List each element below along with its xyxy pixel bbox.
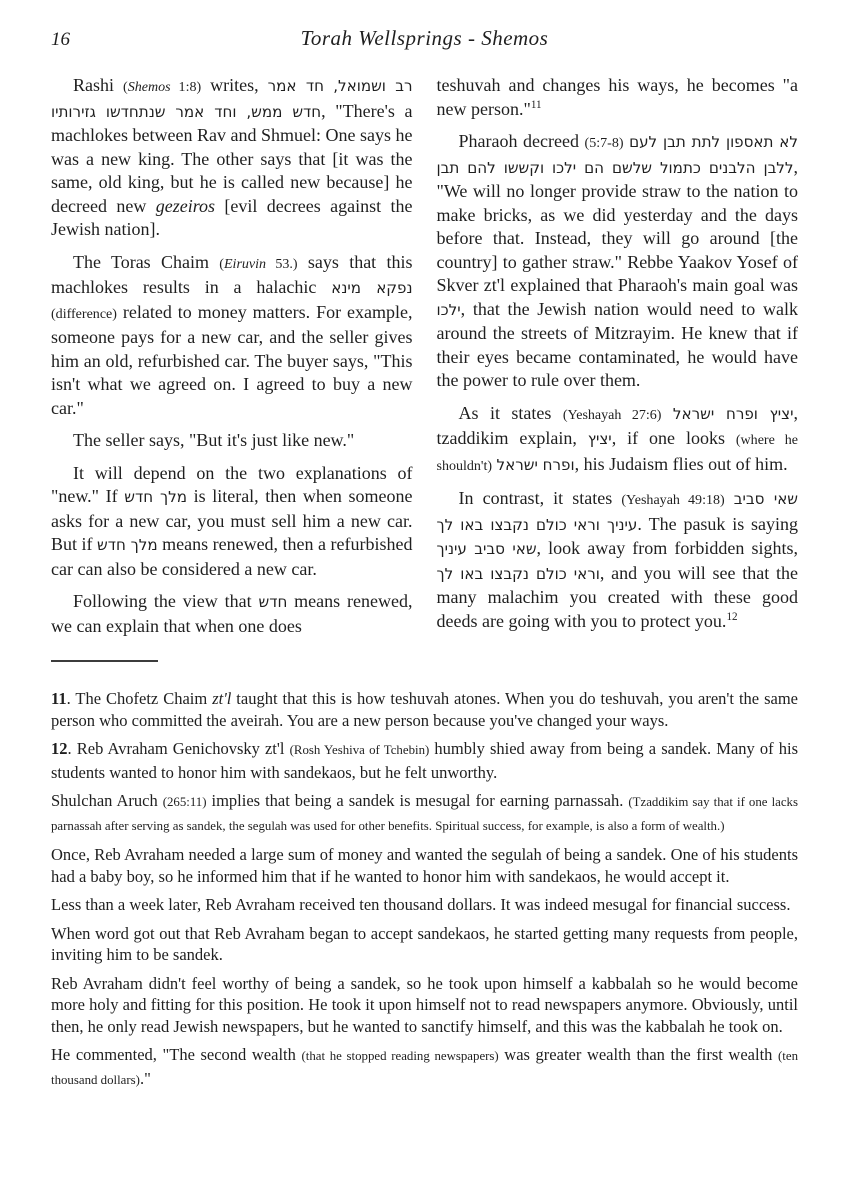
text-run: The Toras Chaim xyxy=(73,251,220,272)
text-run: , "There's a machlokes between Rav and Shmuel: One says he was a new king. The other says that [it was the same, old king, but he is called new because] he decreed new xyxy=(51,100,413,216)
text-run: Shulchan Aruch xyxy=(51,791,163,810)
hebrew-text-run: יציץ ופרח ישראל xyxy=(672,404,794,423)
paragraph xyxy=(437,402,799,479)
footnote-ref: 11 xyxy=(530,98,542,111)
footnote-paragraph xyxy=(51,894,798,916)
right-column xyxy=(437,74,799,638)
text-run: 1:8) xyxy=(170,79,202,95)
footnote-paragraph xyxy=(51,923,798,966)
text-run: writes, xyxy=(201,75,268,95)
text-run: Less than a week later, Reb Avraham received ten thousand dollars. It was indeed mesugal for financial success. xyxy=(51,895,791,914)
hebrew-text-run: רב ושמואל, חד אמר חדש ממש, וחד אמר שנתחדשו גזירותיו xyxy=(51,77,413,121)
text-run: is literal, then when someone asks for a new car, you must sell him a new car. But if xyxy=(51,486,413,554)
text-run: means renewed, we can explain that when one does xyxy=(51,591,413,636)
text-run: (ten thousand dollars) xyxy=(51,1049,798,1087)
text-run: (Rosh Yeshiva of Tchebin) xyxy=(289,743,430,757)
footnote-divider xyxy=(51,660,158,662)
text-run: The seller says, "But it's just like new." xyxy=(73,430,355,450)
page-number: 16 xyxy=(51,29,70,50)
left-column xyxy=(51,74,413,638)
text-run: teshuvah and changes his ways, he becomes "a new person." xyxy=(436,75,798,119)
text-run: . The pasuk is saying xyxy=(637,513,798,534)
text-run: ( xyxy=(123,79,128,95)
text-run: (difference) xyxy=(51,305,117,322)
hebrew-text-run: חדש xyxy=(258,593,288,611)
text-run: , tzaddikim explain, xyxy=(436,402,799,448)
text-run: , and you will see that the many malachim you created with these good deeds are going with you to protect you. xyxy=(436,562,798,631)
hebrew-text-run: ופרח ישראל xyxy=(496,455,575,474)
text-run: Rashi xyxy=(73,75,123,95)
text-run: It will depend on the two explanations of "new." If xyxy=(51,462,413,506)
text-run xyxy=(661,403,672,423)
hebrew-text-run: ילכו xyxy=(436,300,461,319)
text-run: Shemos xyxy=(127,79,171,95)
hebrew-text-run: שאי סביב עיניך xyxy=(436,540,537,558)
text-run: Following the view that xyxy=(73,591,259,611)
text-run xyxy=(725,488,734,508)
text-run: related to money matters. For example, someone pays for a new car, and the seller gives him an old, refurbished car. The buyer says, "This isn't what we agreed on. I agreed to buy a new car." xyxy=(51,301,413,418)
text-run: 53.) xyxy=(266,255,298,272)
text-run: . The Chofetz Chaim xyxy=(66,689,213,708)
text-run: (Yeshayah 27:6) xyxy=(562,406,662,423)
main-columns xyxy=(51,74,798,638)
text-run: , "We will no longer provide straw to the nation to make bricks, as we did yesterday and the days before that. Instead, they will go around [the country] to gather straw." Rebbe Yaakov Yosef of Skver zt'l explained that Pharaoh's main goal was xyxy=(436,156,798,295)
text-run: (where he shouldn't) xyxy=(436,432,798,474)
hebrew-text-run: יציץ xyxy=(587,430,612,448)
text-run: When word got out that Reb Avraham began to accept sandekaos, he started getting many requests from people, inviting him to be sandek. xyxy=(51,923,798,964)
text-run: gezeiros xyxy=(155,195,216,216)
text-run: . Reb Avraham Genichovsky zt'l xyxy=(67,739,290,758)
hebrew-text-run: שאי סביב עיניך וראי כולם נקבצו באו לך xyxy=(436,490,798,534)
text-run: (265:11) xyxy=(162,795,207,809)
paragraph xyxy=(51,74,413,242)
footnote-paragraph xyxy=(51,688,798,731)
text-run: In contrast, it states xyxy=(458,488,622,508)
hebrew-text-run: וראי כולם נקבצו באו לך xyxy=(436,564,600,583)
text-run: As it states xyxy=(458,402,563,423)
page-header xyxy=(51,26,798,56)
hebrew-text-run: נפקא מינא xyxy=(331,279,413,297)
footnote-paragraph xyxy=(51,738,798,783)
text-run: Once, Reb Avraham needed a large sum of money and wanted the segulah of being a sandek. One of his students had a baby boy, so he informed him that if he wanted to honor him with sandekaos, he would accept it. xyxy=(51,845,798,886)
paragraph xyxy=(437,487,799,633)
text-run: ( xyxy=(219,255,224,272)
text-run: (that he stopped reading newspapers) xyxy=(301,1049,499,1063)
text-run: taught that this is how teshuvah atones. When you do teshuvah, you aren't the same person who committed the aveirah. You are a new person because you've changed your ways. xyxy=(51,689,798,730)
text-run: (Yeshayah 49:18) xyxy=(621,492,725,508)
text-run: (5:7-8) xyxy=(584,135,624,151)
paragraph xyxy=(437,130,799,393)
text-run: says that this machlokes results in a halachic xyxy=(51,251,413,297)
text-run: means renewed, then a refurbished car can also be considered a new car. xyxy=(51,534,413,579)
text-run: Pharaoh decreed xyxy=(458,131,585,151)
footnote-paragraph xyxy=(51,844,798,887)
paragraph xyxy=(51,429,413,453)
text-run: , look away from forbidden sights, xyxy=(536,538,798,558)
text-run: implies that being a sandek is mesugal for earning parnassah. xyxy=(206,791,629,810)
text-run: ." xyxy=(139,1068,151,1088)
text-run: , that the Jewish nation would need to walk around the streets of Mitzrayim. He knew that if their eyes became contaminated, he would have the power to rule over them. xyxy=(436,298,798,390)
text-run: Reb Avraham didn't feel worthy of being a sandek, so he took upon himself a kabbalah so he would become more holy and fitting for this position. He took it upon himself not to read newspapers anymore. Obviously, until then, he only read Jewish newspapers, but he wanted to sanctify himself, and this was the kabbalah he took on. xyxy=(51,973,798,1036)
footnote-paragraph xyxy=(51,790,798,837)
paragraph xyxy=(51,251,413,421)
hebrew-text-run: מלך חדש xyxy=(97,536,158,554)
text-run: (Tzaddikim say that if one lacks parnassah after serving as sandek, the segulah was used for other benefits. Spiritual success, for example, is also a form of wealth.) xyxy=(51,795,798,833)
text-run: He commented, "The second wealth xyxy=(51,1045,302,1064)
footnote-ref: 12 xyxy=(726,610,738,623)
text-run: was greater wealth than the first wealth xyxy=(498,1045,778,1064)
text-run: 11 xyxy=(51,689,67,708)
paragraph xyxy=(51,462,413,582)
footnotes-section xyxy=(51,688,798,1091)
text-run: zt'l xyxy=(212,689,232,708)
paragraph xyxy=(51,590,413,638)
page-title: Torah Wellsprings - Shemos xyxy=(300,26,549,50)
footnote-paragraph xyxy=(51,973,798,1038)
paragraph xyxy=(437,74,799,121)
text-run: , his Judaism flies out of him. xyxy=(574,453,788,474)
hebrew-text-run: לא תאספון לתת תבן לעם ללבן הלבנים כתמול שלשם הם ילכו וקששו להם תבן xyxy=(436,133,798,177)
text-run: , if one looks xyxy=(611,428,736,448)
text-run: [evil decrees against the Jewish nation]. xyxy=(51,195,413,239)
text-run: 12 xyxy=(51,739,68,758)
text-run: humbly shied away from being a sandek. Many of his students wanted to honor him with sandekaos, but he felt unworthy. xyxy=(51,739,798,782)
hebrew-text-run: מלך חדש xyxy=(124,488,187,506)
text-run: Eiruvin xyxy=(223,255,267,272)
footnote-paragraph xyxy=(51,1044,798,1091)
